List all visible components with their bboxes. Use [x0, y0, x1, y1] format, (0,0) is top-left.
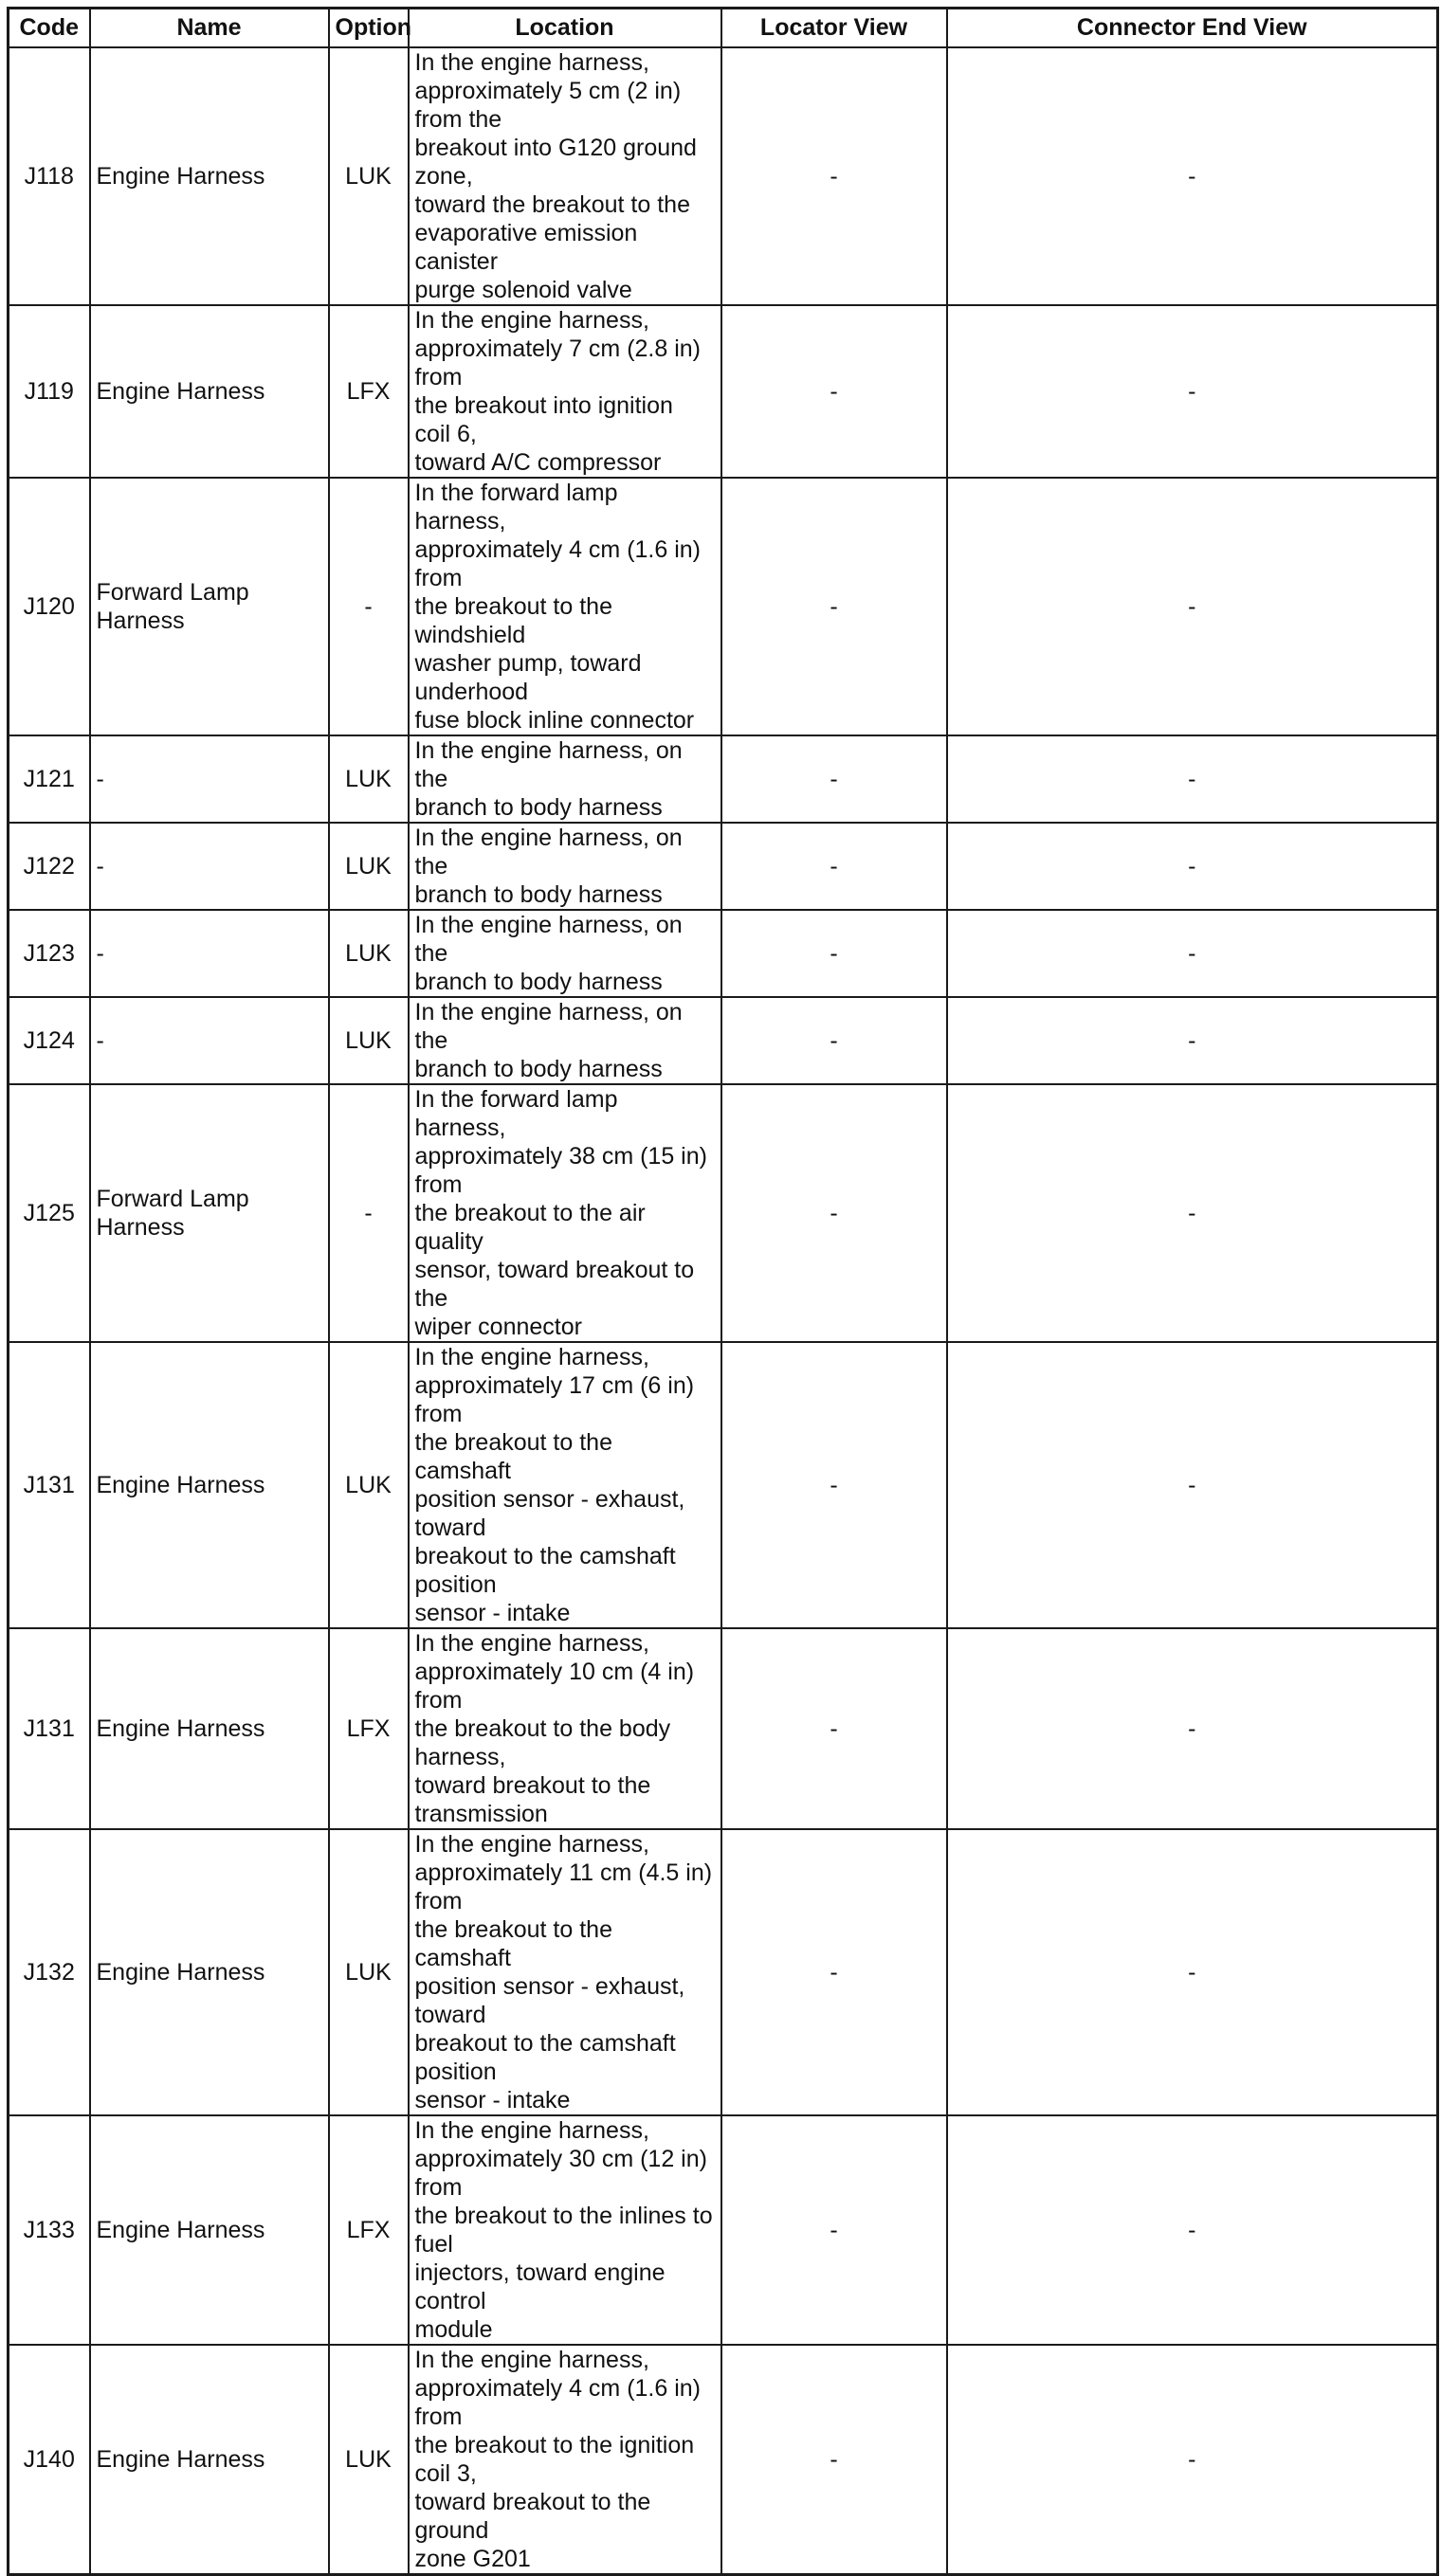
cell-locator-view: -: [721, 1342, 947, 1628]
location-line: position sensor - exhaust, toward: [414, 1972, 685, 2028]
cell-location: [409, 1342, 721, 1628]
location-line: In the engine harness,: [414, 1830, 649, 1858]
cell-code: J132: [9, 1829, 90, 2115]
cell-option: -: [329, 1084, 409, 1342]
cell-location: [409, 735, 721, 823]
cell-connector-end-view: -: [947, 2345, 1438, 2575]
cell-connector-end-view: -: [947, 1342, 1438, 1628]
cell-location: [409, 1628, 721, 1829]
header-option: Option: [329, 9, 409, 47]
inline-harness-connector-table: [7, 7, 1439, 2576]
location-line: In the engine harness,: [414, 2346, 649, 2373]
cell-locator-view: -: [721, 47, 947, 305]
location-line: approximately 11 cm (4.5 in) from: [414, 1859, 713, 1914]
cell-locator-view: -: [721, 1084, 947, 1342]
cell-code: J121: [9, 735, 90, 823]
cell-name: Engine Harness: [90, 1628, 329, 1829]
cell-locator-view: -: [721, 823, 947, 910]
location-line: sensor - intake: [414, 1599, 571, 1626]
location-line: In the engine harness,: [414, 1343, 649, 1370]
cell-code: J125: [9, 1084, 90, 1342]
location-line: In the engine harness, on the: [414, 824, 683, 880]
cell-code: J118: [9, 47, 90, 305]
cell-connector-end-view: -: [947, 735, 1438, 823]
cell-connector-end-view: -: [947, 478, 1438, 735]
cell-option: LUK: [329, 823, 409, 910]
location-line: approximately 5 cm (2 in) from the: [414, 77, 682, 133]
cell-connector-end-view: -: [947, 910, 1438, 997]
cell-option: LUK: [329, 2345, 409, 2575]
cell-code: J119: [9, 305, 90, 478]
cell-locator-view: -: [721, 1829, 947, 2115]
location-line: the breakout into ignition coil 6,: [414, 391, 673, 447]
cell-locator-view: -: [721, 2345, 947, 2575]
table-row: [9, 1829, 1438, 2115]
location-line: branch to body harness: [414, 1055, 663, 1082]
cell-locator-view: -: [721, 305, 947, 478]
cell-option: LUK: [329, 997, 409, 1084]
table-row: [9, 1628, 1438, 1829]
location-line: the breakout to the air quality: [414, 1199, 646, 1255]
location-line: approximately 30 cm (12 in) from: [414, 2145, 707, 2201]
cell-option: LFX: [329, 1628, 409, 1829]
location-line: toward the breakout to the: [414, 190, 690, 218]
cell-connector-end-view: -: [947, 1084, 1438, 1342]
cell-option: LUK: [329, 1829, 409, 2115]
header-name: Name: [90, 9, 329, 47]
cell-connector-end-view: -: [947, 997, 1438, 1084]
location-line: approximately 38 cm (15 in) from: [414, 1142, 707, 1198]
location-line: sensor, toward breakout to the: [414, 1256, 695, 1312]
header-locator-view: Locator View: [721, 9, 947, 47]
cell-name: -: [90, 823, 329, 910]
cell-connector-end-view: -: [947, 823, 1438, 910]
cell-location: [409, 47, 721, 305]
location-line: approximately 10 cm (4 in) from: [414, 1658, 695, 1714]
location-line: In the engine harness,: [414, 306, 649, 334]
table-row: [9, 2345, 1438, 2575]
cell-code: J120: [9, 478, 90, 735]
cell-code: J140: [9, 2345, 90, 2575]
cell-name: -: [90, 997, 329, 1084]
cell-location: [409, 478, 721, 735]
cell-location: [409, 2345, 721, 2575]
cell-location: [409, 910, 721, 997]
cell-name: Engine Harness: [90, 1342, 329, 1628]
location-line: breakout into G120 ground zone,: [414, 134, 697, 190]
cell-name: Engine Harness: [90, 1829, 329, 2115]
location-line: In the forward lamp harness,: [414, 479, 618, 535]
location-line: toward breakout to the: [414, 1771, 651, 1799]
cell-code: J133: [9, 2115, 90, 2345]
cell-location: [409, 823, 721, 910]
table-row: [9, 823, 1438, 910]
location-line: approximately 17 cm (6 in) from: [414, 1371, 695, 1427]
location-line: fuse block inline connector: [414, 706, 695, 734]
location-line: the breakout to the body harness,: [414, 1714, 671, 1770]
table-body: [9, 47, 1438, 2575]
location-line: sensor - intake: [414, 2086, 571, 2113]
cell-location: [409, 1829, 721, 2115]
header-row: [9, 9, 1438, 47]
cell-option: LUK: [329, 910, 409, 997]
location-line: module: [414, 2315, 493, 2343]
location-line: the breakout to the ignition coil 3,: [414, 2431, 695, 2487]
cell-option: LFX: [329, 2115, 409, 2345]
cell-locator-view: -: [721, 997, 947, 1084]
table-row: [9, 478, 1438, 735]
cell-locator-view: -: [721, 2115, 947, 2345]
cell-name: Engine Harness: [90, 2115, 329, 2345]
location-line: the breakout to the inlines to fuel: [414, 2202, 713, 2258]
location-line: the breakout to the camshaft: [414, 1915, 612, 1971]
location-line: approximately 4 cm (1.6 in) from: [414, 2374, 702, 2430]
location-line: In the forward lamp harness,: [414, 1085, 618, 1141]
cell-connector-end-view: -: [947, 2115, 1438, 2345]
cell-option: -: [329, 478, 409, 735]
location-line: wiper connector: [414, 1313, 582, 1340]
location-line: toward breakout to the ground: [414, 2488, 651, 2544]
location-line: the breakout to the windshield: [414, 592, 612, 648]
cell-name: Engine Harness: [90, 305, 329, 478]
location-line: branch to body harness: [414, 880, 663, 908]
location-line: purge solenoid valve: [414, 276, 632, 303]
cell-name: Forward Lamp Harness: [90, 1084, 329, 1342]
cell-option: LUK: [329, 735, 409, 823]
header-code: Code: [9, 9, 90, 47]
table-header: [9, 9, 1438, 47]
cell-location: [409, 305, 721, 478]
cell-location: [409, 2115, 721, 2345]
table-row: [9, 47, 1438, 305]
location-line: In the engine harness, on the: [414, 736, 683, 792]
cell-locator-view: -: [721, 1628, 947, 1829]
table-row: [9, 1084, 1438, 1342]
cell-connector-end-view: -: [947, 1628, 1438, 1829]
location-line: injectors, toward engine control: [414, 2259, 666, 2314]
location-line: In the engine harness,: [414, 48, 649, 76]
location-line: breakout to the camshaft position: [414, 1542, 676, 1598]
cell-option: LUK: [329, 1342, 409, 1628]
cell-location: [409, 997, 721, 1084]
cell-code: J124: [9, 997, 90, 1084]
cell-connector-end-view: -: [947, 47, 1438, 305]
cell-locator-view: -: [721, 478, 947, 735]
cell-name: Engine Harness: [90, 47, 329, 305]
cell-code: J131: [9, 1628, 90, 1829]
location-line: transmission: [414, 1800, 548, 1827]
table-row: [9, 997, 1438, 1084]
table-row: [9, 305, 1438, 478]
cell-option: LUK: [329, 47, 409, 305]
location-line: In the engine harness,: [414, 2116, 649, 2144]
cell-name: -: [90, 735, 329, 823]
location-line: approximately 4 cm (1.6 in) from: [414, 535, 702, 591]
location-line: branch to body harness: [414, 968, 663, 995]
location-line: In the engine harness, on the: [414, 998, 683, 1054]
cell-connector-end-view: -: [947, 305, 1438, 478]
location-line: In the engine harness,: [414, 1629, 649, 1657]
cell-option: LFX: [329, 305, 409, 478]
cell-locator-view: -: [721, 735, 947, 823]
location-line: position sensor - exhaust, toward: [414, 1485, 685, 1541]
table-row: [9, 2115, 1438, 2345]
location-line: In the engine harness, on the: [414, 911, 683, 967]
header-connector-end-view: Connector End View: [947, 9, 1438, 47]
cell-name: Engine Harness: [90, 2345, 329, 2575]
location-line: the breakout to the camshaft: [414, 1428, 612, 1484]
location-line: zone G201: [414, 2545, 531, 2572]
location-line: washer pump, toward underhood: [414, 649, 642, 705]
cell-location: [409, 1084, 721, 1342]
location-line: toward A/C compressor: [414, 448, 662, 476]
cell-code: J122: [9, 823, 90, 910]
cell-code: J123: [9, 910, 90, 997]
cell-name: Forward Lamp Harness: [90, 478, 329, 735]
location-line: evaporative emission canister: [414, 219, 638, 275]
header-location: Location: [409, 9, 721, 47]
cell-name: -: [90, 910, 329, 997]
location-line: branch to body harness: [414, 793, 663, 821]
cell-locator-view: -: [721, 910, 947, 997]
location-line: approximately 7 cm (2.8 in) from: [414, 335, 702, 390]
table-row: [9, 910, 1438, 997]
location-line: breakout to the camshaft position: [414, 2029, 676, 2085]
table-row: [9, 735, 1438, 823]
cell-code: J131: [9, 1342, 90, 1628]
table-row: [9, 1342, 1438, 1628]
cell-connector-end-view: -: [947, 1829, 1438, 2115]
